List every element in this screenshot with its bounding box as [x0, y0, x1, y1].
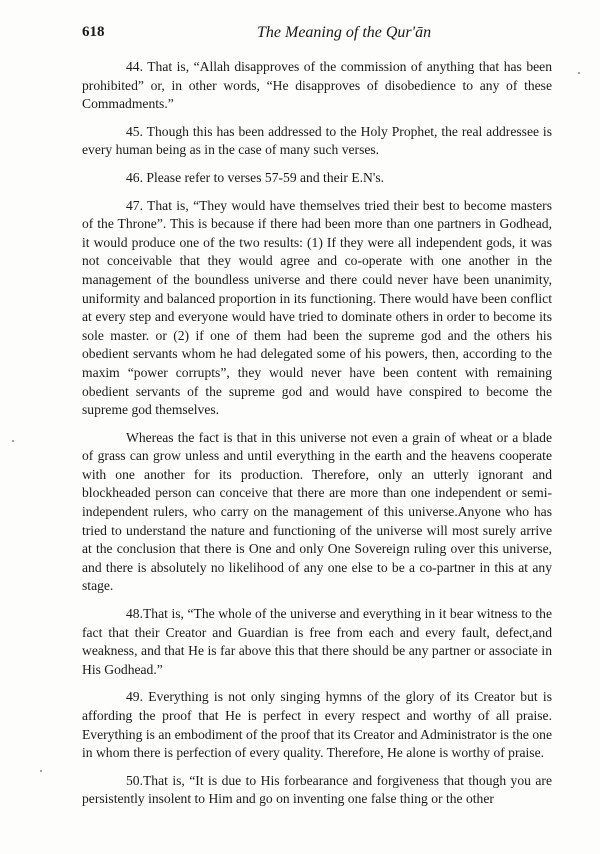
scan-speck	[12, 440, 14, 442]
page-header	[82, 22, 550, 46]
running-title: The Meaning of the Qur'ān	[257, 24, 432, 41]
note-44: 44. That is, “Allah disapproves of the commission of anything that has been prohibited” or, in other words, “He disapproves of disobedience to any of these Commadments.”	[82, 59, 552, 112]
note-46: 46. Please refer to verses 57-59 and their E.N's.	[126, 169, 385, 185]
page-body	[82, 58, 552, 818]
note-50: 50.That is, “It is due to His forbearance and forgiveness that though you are persistently insolent to Him and go on inventing one false thing or the other	[82, 772, 552, 807]
scan-speck	[578, 72, 580, 74]
note-48: 48.That is, “The whole of the universe and everything in it bear witness to the fact that their Creator and Guardian is free from each and every fault, defect,and weakness, and that He is far above this that there should be any partner or associate in His Godhead.”	[82, 606, 552, 677]
scan-speck	[40, 770, 42, 772]
note-45: 45. Though this has been addressed to the Holy Prophet, the real addressee is every human being as in the case of many such verses.	[82, 123, 552, 158]
note-49: 49. Everything is not only singing hymns of the glory of its Creator but is affording the proof that He is perfect in every respect and worthy of all praise. Everything is an embodiment of the proof that its Creator and Administrator is the one in whom there is perfection of every quality. Therefore, He alone is worthy of praise.	[82, 689, 552, 761]
page-number: 618	[82, 24, 105, 40]
note-47-continued: Whereas the fact is that in this universe not even a grain of wheat or a blade of grass can grow unless and until everything in the earth and the heavens cooperate with one another for its production. Therefore, only an utterly ignorant and blockheaded person can conceive that there are more than one independent or semi-independent rulers, who carry on the management of this universe.Anyone who has tried to understand the nature and functioning of the universe will most surely arrive at the conclusion that there is One and only One Sovereign ruling over this universe, and there is absolutely no likelihood of any one else to be a co-partner in this at any stage.	[82, 429, 552, 594]
note-47: 47. That is, “They would have themselves tried their best to become masters of the Throne”. This is because if there had been more than one partners in Godhead, it would produce one of the two results: (1) If they were all independent gods, it was not conceivable that they would agree and co-operate with one another in the management of the boundless universe and there could never have been unanimity, uniformity and balanced proportion in its functioning. There would have been conflict at every step and everyone would have tried to dominate others in order to become its sole master. or (2) if one of them had been the supreme god and the others his obedient servants whom he had delegated some of his powers, then, according to the maxim “power corrupts”, they would never have been content with remaining obedient servants of the supreme god and would have conspired to become the supreme god themselves.	[82, 197, 552, 418]
